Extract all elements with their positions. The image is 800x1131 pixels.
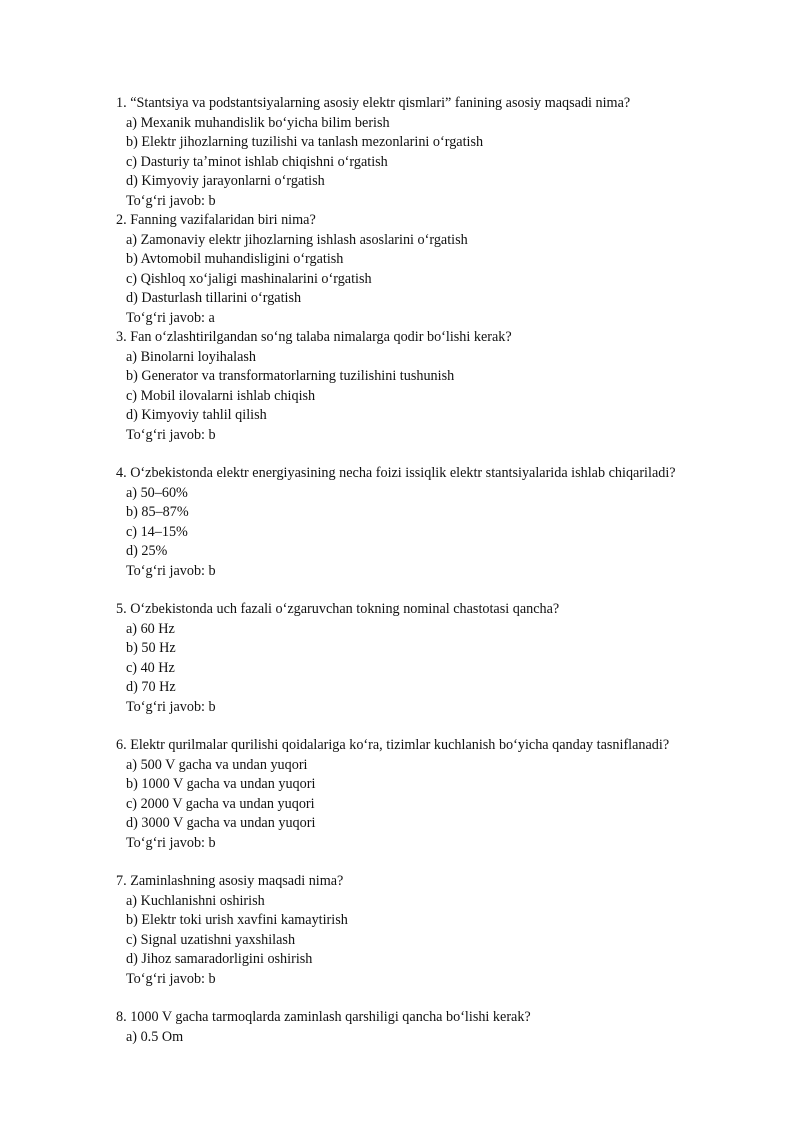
- answer-option: c) 2000 V gacha va undan yuqori: [126, 795, 315, 812]
- answer-option: b) 85–87%: [126, 504, 189, 520]
- question-title: 7. Zaminlashning asosiy maqsadi nima?: [116, 873, 344, 889]
- answer-option: b) 1000 V gacha va undan yuqori: [126, 776, 316, 792]
- question-block: [116, 1008, 766, 1047]
- spacer: [116, 853, 766, 872]
- answer-option: c) 14–15%: [126, 523, 188, 540]
- answer-option: c) Dasturiy taʼminot ishlab chiqishni oʻrgatish: [126, 153, 388, 170]
- answer-option: b) Avtomobil muhandisligini oʻrgatish: [126, 251, 344, 267]
- question-block: [116, 328, 766, 445]
- answer-option: a) 60 Hz: [126, 620, 175, 637]
- question-block: [116, 600, 766, 717]
- answer-option: d) Jihoz samaradorligini oshirish: [126, 951, 313, 967]
- correct-answer: Toʻgʻri javob: b: [126, 192, 216, 209]
- question-block: [116, 211, 766, 328]
- question-title: 2. Fanning vazifalaridan biri nima?: [116, 212, 316, 228]
- spacer: [116, 581, 766, 600]
- answer-option: b) 50 Hz: [126, 640, 176, 656]
- correct-answer: Toʻgʻri javob: b: [126, 426, 216, 443]
- question-title: 1. “Stantsiya va podstantsiyalarning asosiy elektr qismlari” fanining asosiy maqsadi nima?: [116, 95, 631, 111]
- answer-option: a) Binolarni loyihalash: [126, 348, 257, 365]
- question-title: 4. Oʻzbekistonda elektr energiyasining necha foizi issiqlik elektr stantsiyalarida ishlab chiqariladi?: [116, 465, 676, 481]
- correct-answer: Toʻgʻri javob: a: [126, 309, 215, 326]
- answer-option: b) Elektr toki urish xavfini kamaytirish: [126, 912, 348, 928]
- question-block: [116, 736, 766, 853]
- spacer: [116, 717, 766, 736]
- answer-option: d) 25%: [126, 543, 168, 559]
- question-title: 8. 1000 V gacha tarmoqlarda zaminlash qarshiligi qancha boʻlishi kerak?: [116, 1009, 531, 1025]
- spacer: [116, 989, 766, 1008]
- answer-option: b) Generator va transformatorlarning tuzilishini tushunish: [126, 368, 455, 384]
- correct-answer: Toʻgʻri javob: b: [126, 562, 216, 579]
- correct-answer: Toʻgʻri javob: b: [126, 834, 216, 851]
- answer-option: a) 0.5 Om: [126, 1028, 184, 1045]
- quiz-content: [116, 94, 766, 1047]
- answer-option: a) Kuchlanishni oshirish: [126, 892, 265, 909]
- question-block: [116, 94, 766, 211]
- answer-option: c) Mobil ilovalarni ishlab chiqish: [126, 387, 316, 404]
- answer-option: d) Kimyoviy jarayonlarni oʻrgatish: [126, 173, 325, 189]
- answer-option: c) Signal uzatishni yaxshilash: [126, 931, 296, 948]
- spacer: [116, 445, 766, 464]
- answer-option: b) Elektr jihozlarning tuzilishi va tanlash mezonlarini oʻrgatish: [126, 134, 484, 150]
- answer-option: a) 50–60%: [126, 484, 188, 501]
- answer-option: c) Qishloq xoʻjaligi mashinalarini oʻrgatish: [126, 270, 372, 287]
- answer-option: a) 500 V gacha va undan yuqori: [126, 756, 308, 773]
- answer-option: a) Mexanik muhandislik boʻyicha bilim berish: [126, 114, 390, 131]
- question-block: [116, 872, 766, 989]
- answer-option: a) Zamonaviy elektr jihozlarning ishlash asoslarini oʻrgatish: [126, 231, 468, 248]
- answer-option: d) 70 Hz: [126, 679, 176, 695]
- question-title: 5. Oʻzbekistonda uch fazali oʻzgaruvchan tokning nominal chastotasi qancha?: [116, 601, 560, 617]
- answer-option: d) 3000 V gacha va undan yuqori: [126, 815, 316, 831]
- question-title: 3. Fan oʻzlashtirilgandan soʻng talaba nimalarga qodir boʻlishi kerak?: [116, 329, 512, 345]
- correct-answer: Toʻgʻri javob: b: [126, 970, 216, 987]
- answer-option: d) Kimyoviy tahlil qilish: [126, 407, 267, 423]
- answer-option: c) 40 Hz: [126, 659, 175, 676]
- answer-option: d) Dasturlash tillarini oʻrgatish: [126, 290, 302, 306]
- question-block: [116, 464, 766, 581]
- correct-answer: Toʻgʻri javob: b: [126, 698, 216, 715]
- question-title: 6. Elektr qurilmalar qurilishi qoidalariga koʻra, tizimlar kuchlanish boʻyicha qanday tasniflanadi?: [116, 737, 670, 753]
